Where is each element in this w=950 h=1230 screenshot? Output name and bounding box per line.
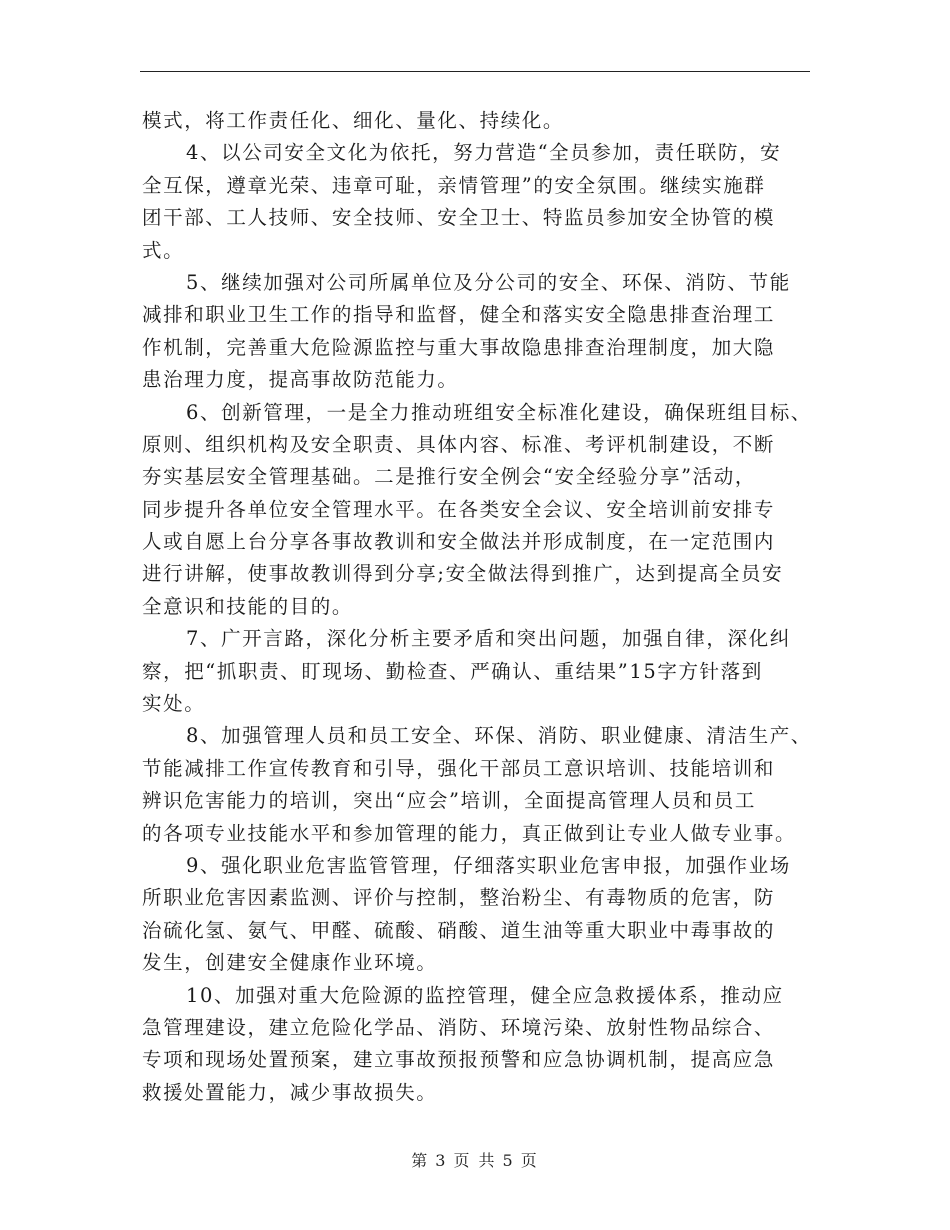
current-page-number: 3 [435,1151,448,1170]
footer-prefix: 第 [411,1151,430,1170]
paragraph-first-line: 8、加强管理人员和员工安全、环保、消防、职业健康、清洁生产、 [186,724,812,748]
paragraph-first-line: 4、以公司安全文化为依托，努力营造“全员参加，责任联防，安 [186,141,782,165]
text-line: 夯实基层安全管理基础。二是推行安全例会“安全经验分享”活动， [142,465,756,489]
paragraph-first-line: 7、广开言路，深化分析主要矛盾和突出问题，加强自律，深化纠 [186,627,791,651]
text-line: 实处。 [142,692,206,716]
text-line: 节能减排工作宣传教育和引导，强化干部员工意识培训、技能培训和 [142,756,776,780]
footer-mid: 页 共 [453,1151,497,1170]
footer-suffix: 页 [520,1151,539,1170]
page-footer [0,1148,950,1171]
text-line: 察，把“抓职责、盯现场、勤检查、严确认、重结果”15字方针落到 [142,659,763,683]
text-line: 治硫化氢、氨气、甲醛、硫酸、硝酸、道生油等重大职业中毒事故的 [142,918,776,942]
text-line: 全互保，遵章光荣、违章可耻，亲情管理”的安全氛围。继续实施群 [142,173,766,197]
document-body [142,105,822,1109]
text-line: 所职业危害因素监测、评价与控制，整治粉尘、有毒物质的危害，防 [142,886,776,910]
text-line: 作机制，完善重大危险源监控与重大事故隐患排查治理制度，加大隐 [142,335,776,359]
text-line: 发生，创建安全健康作业环境。 [142,951,438,975]
text-line: 进行讲解，使事故教训得到分享;安全做法得到推广，达到提高全员安 [142,562,784,586]
text-line: 模式，将工作责任化、细化、量化、持续化。 [142,109,565,132]
text-line: 人或自愿上台分享各事故教训和安全做法并形成制度，在一定范围内 [142,530,776,554]
text-line: 急管理建设，建立危险化学品、消防、环境污染、放射性物品综合、 [142,1015,776,1039]
text-line: 团干部、工人技师、安全技师、安全卫士、特监员参加安全协管的模 [142,206,776,230]
text-line: 全意识和技能的目的。 [142,594,354,618]
paragraph-first-line: 10、加强对重大危险源的监控管理，健全应急救援体系，推动应 [186,983,784,1007]
paragraph-first-line: 9、强化职业危害监管管理，仔细落实职业危害申报，加强作业场 [186,853,791,877]
total-pages-number: 5 [502,1151,515,1170]
paragraph-first-line: 6、创新管理，一是全力推动班组安全标准化建设，确保班组目标、 [186,400,812,424]
text-line: 减排和职业卫生工作的指导和监督，健全和落实安全隐患排查治理工 [142,303,776,327]
text-line: 患治理力度，提高事故防范能力。 [142,368,459,392]
text-line: 辨识危害能力的培训，突出“应会”培训，全面提高管理人员和员工 [142,789,756,813]
text-line: 专项和现场处置预案，建立事故预报预警和应急协调机制，提高应急 [142,1048,776,1072]
text-line: 式。 [142,238,185,262]
text-line: 原则、组织机构及安全职责、具体内容、标准、考评机制建设，不断 [142,432,776,456]
text-line: 的各项专业技能水平和参加管理的能力，真正做到让专业人做专业事。 [142,821,797,845]
text-line: 同步提升各单位安全管理水平。在各类安全会议、安全培训前安排专 [142,497,776,521]
paragraph-first-line: 5、继续加强对公司所属单位及分公司的安全、环保、消防、节能 [186,270,791,294]
header-rule [140,71,810,72]
text-line: 救援处置能力，减少事故损失。 [142,1080,438,1104]
